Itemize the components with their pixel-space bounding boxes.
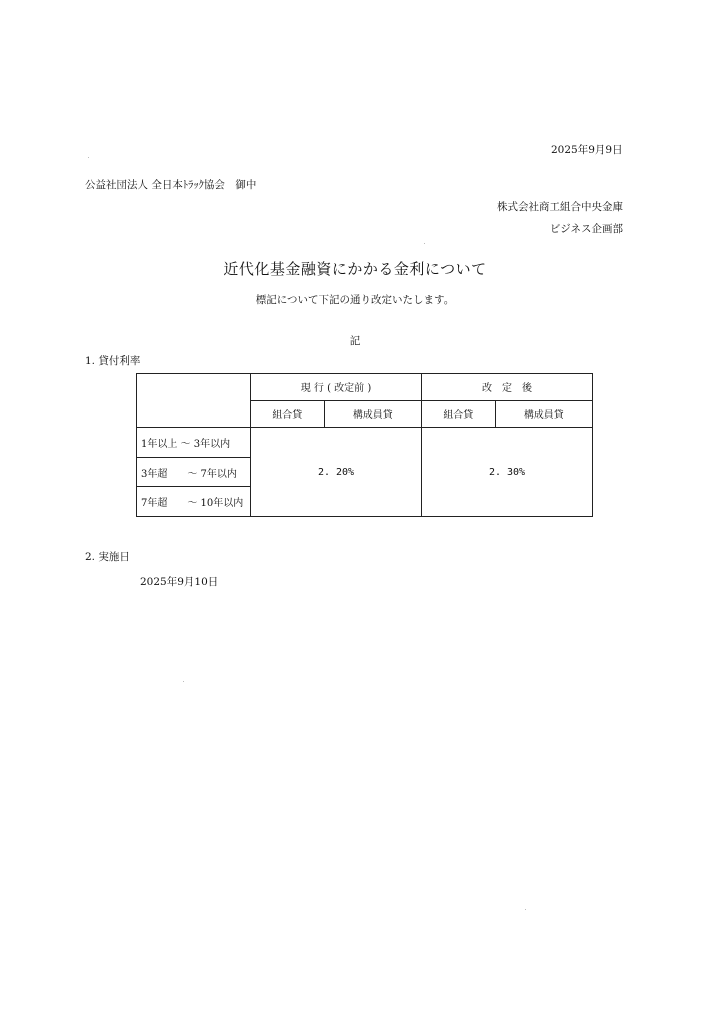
document-date: 2025年9月9日 [551,144,623,156]
table-corner-cell [137,374,251,428]
revised-rate-value: 2. 30% [422,428,593,517]
intro-text: 標記について下記の通り改定いたします。 [255,294,455,306]
current-rate-header: 現 行 ( 改定前 ) [251,374,422,401]
scan-speck [88,157,89,158]
scan-speck [424,243,425,244]
current-member-loan-header: 構成員貸 [324,400,421,428]
effective-date: 2025年9月10日 [140,576,219,588]
recipient: 公益社団法人 全日本ﾄﾗｯｸ協会 御中 [85,179,257,191]
term-row-label: 7年超 ～ 10年以内 [137,487,251,517]
section2-heading: 2. 実施日 [85,551,130,563]
revised-member-loan-header: 構成員貸 [495,400,592,428]
ki-label: 記 [349,335,361,347]
interest-rate-table [136,373,593,517]
scan-speck [525,909,526,910]
document-title: 近代化基金融資にかかる金利について [223,260,487,278]
sender-company: 株式会社商工組合中央金庫 [497,201,623,213]
current-union-loan-header: 組合貸 [251,400,325,428]
current-rate-value: 2. 20% [251,428,422,517]
sender-department: ビジネス企画部 [549,223,623,235]
revised-rate-header: 改 定 後 [422,374,593,401]
scan-speck [183,681,184,682]
term-row-label: 3年超 ～ 7年以内 [137,457,251,487]
revised-union-loan-header: 組合貸 [422,400,496,428]
section1-heading: 1. 貸付利率 [85,355,141,367]
term-row-label: 1年以上 ～ 3年以内 [137,428,251,458]
